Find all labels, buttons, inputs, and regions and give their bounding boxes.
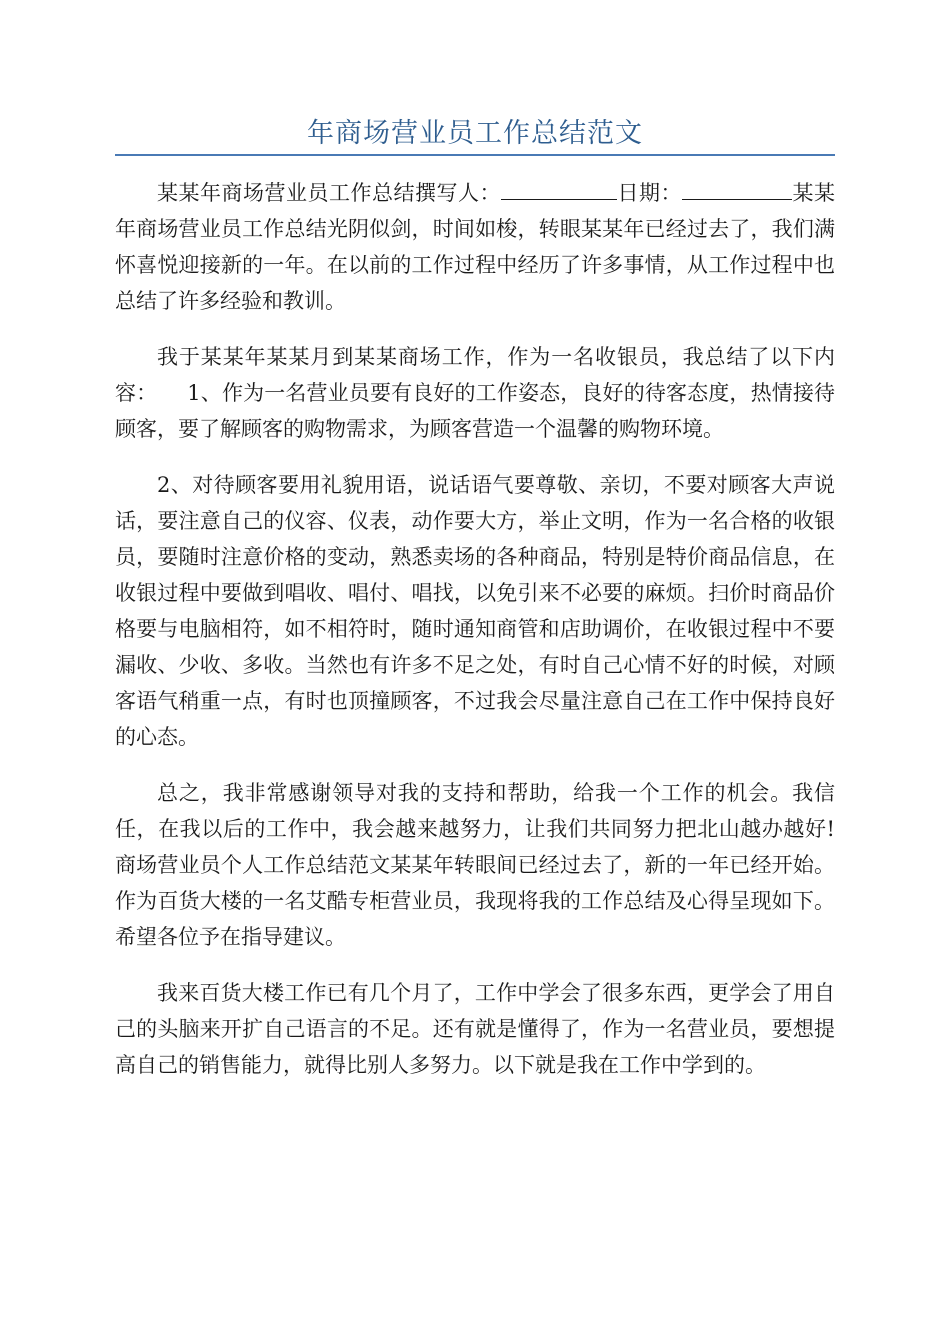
author-blank-field xyxy=(501,177,617,200)
date-blank-field xyxy=(682,177,792,200)
paragraph-work-intro xyxy=(115,339,835,447)
date-label: 日期： xyxy=(617,181,682,205)
paragraph-thanks: 总之，我非常感谢领导对我的支持和帮助，给我一个工作的机会。我信任，在我以后的工作中，我会越来越努力，让我们共同努力把北山越办越好!商场营业员个人工作总结范文某某年转眼间已经过去了，新的一年已经开始。作为百货大楼的一名艾酷专柜营业员，我现将我的工作总结及心得呈现如下。希望各位予在指导建议。 xyxy=(115,781,835,949)
paragraph-learning: 我来百货大楼工作已有几个月了，工作中学会了很多东西，更学会了用自己的头脑来开扩自己语言的不足。还有就是懂得了，作为一名营业员，要想提高自己的销售能力，就得比别人多努力。以下就是我在工作中学到的。 xyxy=(115,981,835,1077)
paragraph-item-2: 2、对待顾客要用礼貌用语，说话语气要尊敬、亲切，不要对顾客大声说话，要注意自己的仪容、仪表，动作要大方，举止文明，作为一名合格的收银员，要随时注意价格的变动，熟悉卖场的各种商品，特别是特价商品信息，在收银过程中要做到唱收、唱付、唱找，以免引来不必要的麻烦。扫价时商品价格要与电脑相符，如不相符时，随时通知商管和店助调价，在收银过程中不要漏收、少收、多收。当然也有许多不足之处，有时自己心情不好的时候，对顾客语气稍重一点，有时也顶撞顾客，不过我会尽量注意自己在工作中保持良好的心态。 xyxy=(115,473,835,749)
author-label: 某某年商场营业员工作总结撰写人： xyxy=(157,181,501,205)
work-intro-lead: 我于某某年某某月到某某商场工作，作为一名收银员，我总结了以下内容： xyxy=(115,345,835,405)
work-intro-item-1: 1、作为一名营业员要有良好的工作姿态，良好的待客态度，热情接待顾客，要了解顾客的购物需求，为顾客营造一个温馨的购物环境。 xyxy=(115,381,836,441)
intro-text: 某某年商场营业员工作总结光阴似剑，时间如梭，转眼某某年已经过去了，我们满怀喜悦迎接新的一年。在以前的工作过程中经历了许多事情，从工作过程中也总结了许多经验和教训。 xyxy=(115,181,835,313)
document-title: 年商场营业员工作总结范文 xyxy=(307,118,643,149)
paragraph-intro xyxy=(115,175,835,319)
document-body xyxy=(115,175,835,1103)
title-underline xyxy=(115,154,835,156)
